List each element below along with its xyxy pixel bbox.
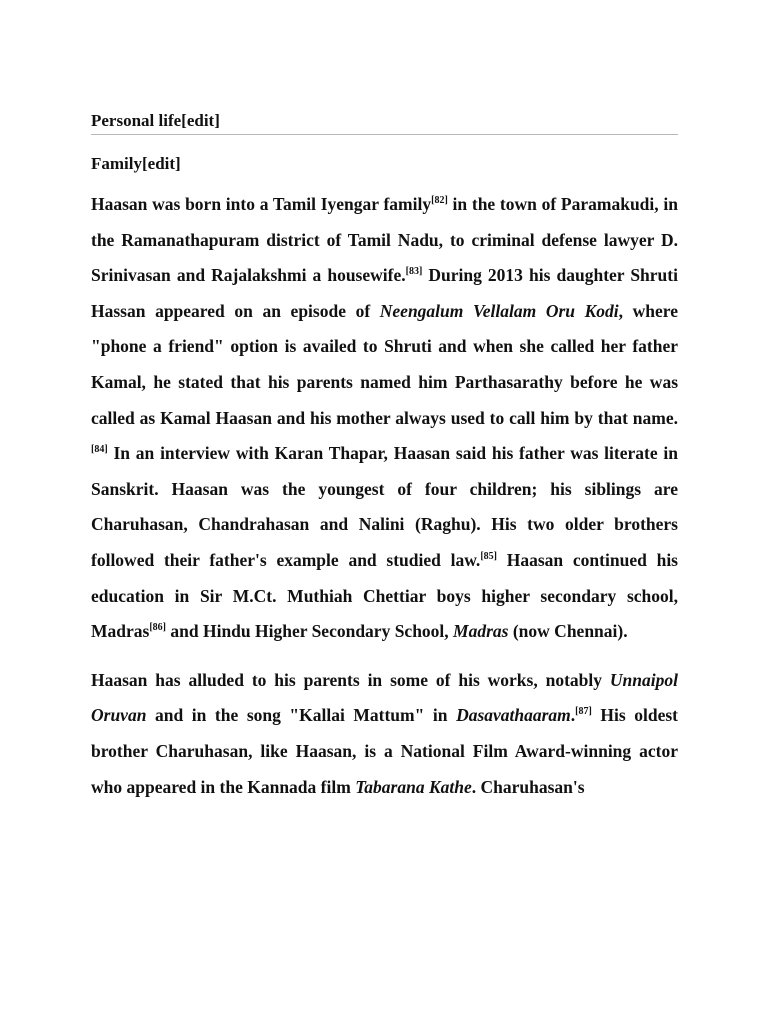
text: . xyxy=(570,705,576,726)
paragraph-family-2 xyxy=(91,663,678,805)
citation-87[interactable]: [87] xyxy=(575,706,592,718)
link-chandrahasan[interactable]: Chandrahasan xyxy=(198,514,310,535)
text: Haasan was born into a xyxy=(91,194,273,214)
paragraph-family-1 xyxy=(91,187,678,650)
link-tamil-nadu[interactable]: Tamil Nadu xyxy=(347,229,439,250)
text: and Nalini (Raghu). His two older brothers followed their father's example and studied law. xyxy=(91,514,678,570)
citation-84[interactable]: [84] xyxy=(91,444,108,456)
text: , to criminal defense lawyer D. Srinivasan and Rajalakshmi a housewife. xyxy=(91,229,678,286)
text: In an interview with Karan Thapar, Haasan said his father was literate in Sanskrit. Haasan was the youngest of four children; his siblings are xyxy=(91,443,678,499)
text: (now Chennai). xyxy=(508,621,628,642)
text: . Charuhasan's xyxy=(471,776,585,797)
text: , xyxy=(444,621,454,642)
text: and in the song "Kallai Mattum" in xyxy=(146,705,457,726)
text: , in the xyxy=(91,194,678,250)
show-title-neengalum: Neengalum Vellalam Oru Kodi xyxy=(379,300,619,321)
citation-86[interactable]: [86] xyxy=(149,622,166,634)
text: Haasan continued his education in Sir M.Ct. Muthiah Chettiar boys higher secondary school, Madras xyxy=(91,549,678,642)
text: in the town of xyxy=(447,194,561,214)
film-title-dasavathaaram: Dasavathaaram xyxy=(456,705,571,726)
link-tamil[interactable]: Tamil xyxy=(272,194,316,214)
citation-83[interactable]: [83] xyxy=(405,266,423,278)
text: , xyxy=(183,514,199,535)
text: of xyxy=(319,229,348,250)
link-charuhasan[interactable]: Charuhasan xyxy=(91,514,184,535)
text: -winning actor who appeared in the xyxy=(91,740,678,797)
subsection-heading-family: Family[edit] xyxy=(91,154,181,173)
place-madras: Madras xyxy=(453,621,509,642)
link-iyengar[interactable]: Iyengar xyxy=(320,194,379,214)
text: , where "phone a friend" option is availed to Shruti and when she called her father Kamal, he stated that his parents named him Parthasarathy before he was called as Kamal Haasan and his mother always used to call him by that name. xyxy=(91,300,678,428)
film-title-tabarana-kathe: Tabarana Kathe xyxy=(355,776,472,797)
citation-85[interactable]: [85] xyxy=(480,551,497,563)
citation-82[interactable]: [82] xyxy=(431,195,448,207)
link-kannada[interactable]: Kannada xyxy=(247,776,317,797)
text: family xyxy=(378,194,432,214)
film-title-unnaipol-oruvan: Unnaipol Oruvan xyxy=(91,669,678,726)
text: Haasan has alluded to his parents in some of his works, notably xyxy=(91,669,610,690)
link-ramanathapuram-district[interactable]: Ramanathapuram district xyxy=(121,229,320,250)
link-paramakudi[interactable]: Paramakudi xyxy=(560,194,655,214)
text: film xyxy=(316,776,356,797)
text: His oldest brother Charuhasan, like Haasan, is a xyxy=(91,705,678,761)
link-national-film-award[interactable]: National Film Award xyxy=(400,740,566,761)
text: and xyxy=(166,621,203,642)
section-heading-personal-life: Personal life[edit] xyxy=(91,108,678,135)
link-hindu-higher-secondary-school[interactable]: Hindu Higher Secondary School xyxy=(202,621,445,642)
text: During 2013 his daughter Shruti Hassan appeared on an episode of xyxy=(91,265,678,321)
article-page xyxy=(91,108,678,805)
